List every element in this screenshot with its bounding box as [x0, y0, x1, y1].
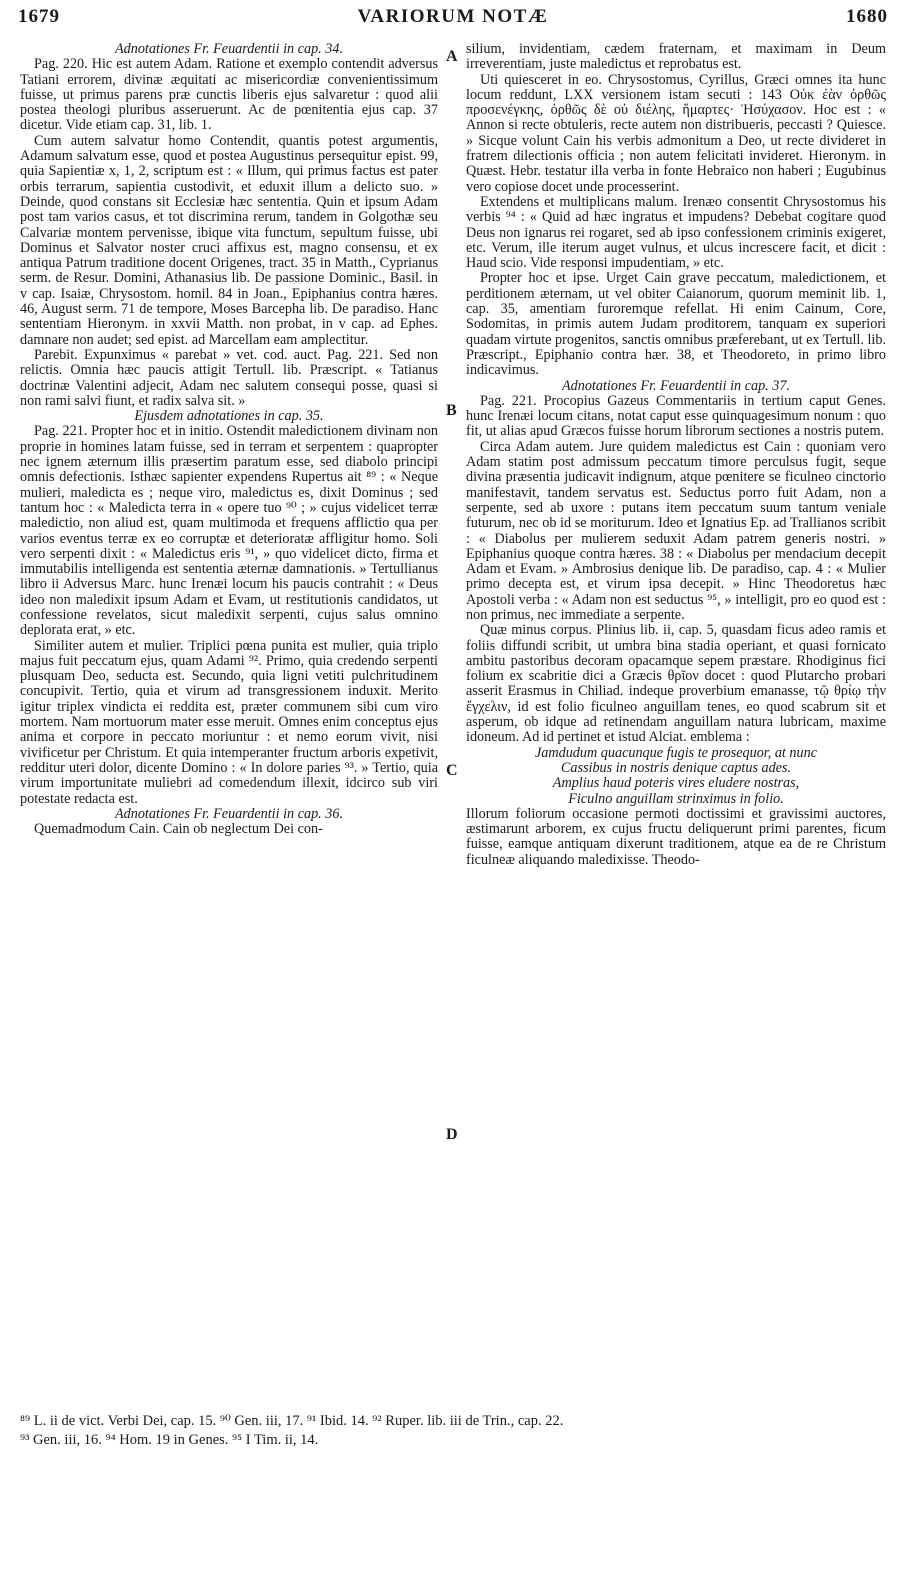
- footnote-line: ⁹³ Gen. iii, 16. ⁹⁴ Hom. 19 in Genes. ⁹⁵ I Tim. ii, 14.: [20, 1432, 319, 1448]
- running-title: VARIORUM NOTÆ: [357, 6, 549, 27]
- paragraph: Uti quiesceret in eo. Chrysostomus, Cyrillus, Græci omnes ita hunc locum reddunt, LXX versionem istam secuti : 143 Οὐκ ἐὰν ὀρθῶς προσενέγκης, ὀρθῶς δὲ οὐ διέλης, ἥμαρτες· Ἡσύχασον. Hoc est : « Annon si recte obtuleris, recte autem non distribueris, peccasti ? Quiesce. » Sicque volunt Cain his verbis admonitum a Deo, ut recte divideret in fratrem dilectionis officia ; non autem felicitati invideret. Hieronym. in Quæst. Hebr. testatur illa verba in fonte Hebraico non haberi ; Eugubinus vero copiose docet unde processerint.: [466, 71, 886, 195]
- paragraph: Pag. 220. Hic est autem Adam. Ratione et exemplo contendit adversus Tatiani errorem, divinæ æquitati ac misericordiæ convenientissimum fuisse, ut primus parens præ cunctis liberis ejus salvaretur : quod alii postea theologi pluribus asseruerunt. Ac de pœnitentia ejus cap. 37 dicetur. Vide etiam cap. 31, lib. 1.: [20, 56, 438, 134]
- verse-line: Jamdudum quacunque fugis te prosequor, at nunc: [534, 744, 817, 761]
- section-heading: Adnotationes Fr. Feuardentii in cap. 36.: [114, 805, 344, 822]
- page-header: [18, 6, 888, 32]
- paragraph: Circa Adam autem. Jure quidem maledictus est Cain : quoniam vero Adam statim post admissum peccatum timore perculsus fugit, seque divina præsentia judicavit indignum, atque pœnitere se ficulneo cinctorio manifestavit, tandem servatus est. Seductus porro fuit Adam, non a serpente, sed ab uxore : putans item peccatum suum tantum veniale futurum, nec ob id se moriturum. Ideo et Ignatius Ep. ad Trallianos scribit : « Diabolus per mulierem seduxit Adam patrem generis nostri. » Epiphanius quoque contra hæres. 38 : « Diabolus per mendacium decepit Adam et Evam. » Ambrosius denique lib. De paradiso, cap. 4 : « Mulier primo decepta est, et virum ipsa decepit. » Hinc Theodoretus hæc Apostoli verba : « Adam non est seductus ⁹⁵, » intelligit, pro eo quod est : non primus, nec immediate a serpente.: [466, 438, 886, 623]
- paragraph: Propter hoc et ipse. Urget Cain grave peccatum, maledictionem, et perditionem æternam, ut vel obiter Caianorum, quorum meminit lib. 1, cap. 35, amentiam furoremque refellat. Hi enim Cainum, Core, Sodomitas, in primis autem Judam proditorem, tanquam ex superiori quadam virtute progenitos, sanctis omnibus præferebant, ut ex Tertull. lib. Præscript., Epiphanio contra hær. 38, et Theodoreto, in primo libro indicavimus.: [466, 270, 886, 379]
- left-column: [20, 42, 438, 837]
- paragraph: Quemadmodum Cain. Cain ob neglectum Dei con-: [34, 821, 323, 838]
- footnote-line: ⁸⁹ L. ii de vict. Verbi Dei, cap. 15. ⁹⁰ Gen. iii, 17. ⁹¹ Ibid. 14. ⁹² Ruper. lib. iii de Trin., cap. 22.: [20, 1413, 564, 1429]
- section-marker-d: D: [446, 1126, 458, 1143]
- footnotes: [20, 1412, 886, 1450]
- paragraph: Pag. 221. Procopius Gazeus Commentariis in tertium caput Genes. hunc Irenæi locum citans, notat caput esse quinquagesimum nonum : quo fit, ut alias apud Græcos fuisse horum librorum sectiones a nostris putem.: [466, 392, 886, 440]
- right-column: [466, 42, 886, 868]
- section-marker-c: C: [446, 762, 458, 779]
- section-heading: Adnotationes Fr. Feuardentii in cap. 37.: [561, 377, 791, 394]
- paragraph: Quæ minus corpus. Plinius lib. ii, cap. 5, quasdam ficus adeo ramis et foliis diffundi scribit, ut umbra bina stadia operiant, et quasi fornicato ambitu pastoribus decoram opacamque sepem præstare. Rhodiginus fici folium ex scabritie dici a Græcis θρῖον docet : quod Plutarcho probari asserit Erasmus in Chiliad. indeque proverbium emanasse, τῷ θρίῳ τὴν ἔγχελιν, id est folio ficulneo anguillam tenes, eo quod scabrum sit et asperum, ob idque ad retinendam anguillam natura lubricam, maxime idoneum. Ad id pertinet et istud Alciat. emblema :: [466, 622, 886, 746]
- page-number-left: 1679: [18, 6, 60, 27]
- page-number-right: 1680: [846, 6, 888, 27]
- section-marker-a: A: [446, 48, 458, 65]
- section-heading: Adnotationes Fr. Feuardentii in cap. 34.: [114, 41, 344, 57]
- section-heading: Ejusdem adnotationes in cap. 35.: [134, 408, 324, 425]
- paragraph: Extendens et multiplicans malum. Irenæo consentit Chrysostomus his verbis ⁹⁴ : « Quid ad hæc ingratus et impudens? Debebat cogitare quod Deus non ignarus rei rogaret, sed ab ipso confessionem criminis exigeret, etc. Verum, ille iterum auget vulnus, et ulcus increscere facit, et dicit : Haud scio. Vide responsi impudentiam, » etc.: [466, 193, 886, 272]
- paragraph: Pag. 221. Propter hoc et in initio. Ostendit maledictionem divinam non proprie in homines latam fuisse, sed in terram et serpentem : quapropter nec ignem æternum illis præsertim paratum esse, sed diabolo principi omnis defectionis. Isthæc sapienter expendens Rupertus ait ⁸⁹ : « Neque mulieri, maledicta es ; neque viro, maledictus es, dixit Dominus ; sed tantum hoc : « Maledicta terra in « opere tuo ⁹⁰ ; » cujus videlicet terræ maledictio, non aliud est, quam multimoda et frequens afflictio qua per varios eventus terræ ex eo corruptæ et deterioratæ affligitur homo. Soli vero serpenti dixit : « Maledictus eris ⁹¹, » quo videlicet dicto, firma et immutabilis intelligenda est sententia æternæ damnationis. » Tertullianus libro ii Adversus Marc. hunc Irenæi locum his paucis contrahit : « Deus ideo non maledixit ipsum Adam et Evam, ut restitutionis candidatos, ut confessione revelatos, sicut maledixit serpenti, cujus salus omnino deplorata erat, » etc.: [20, 423, 438, 639]
- section-marker-b: B: [446, 402, 457, 419]
- verse-line: Cassibus in nostris denique captus ades.: [560, 759, 792, 776]
- paragraph: Parebit. Expunximus « parebat » vet. cod. auct. Pag. 221. Sed non relictis. Omnia hæc paucis attigit Tertull. lib. Præscript. « Tatianus doctrinæ Valentini adjecit, Adam nec salutem consequi posse, quasi si non rami salvi fiunt, et radix salva sit. »: [20, 346, 438, 409]
- paragraph: Cum autem salvatur homo Contendit, quantis potest argumentis, Adamum salvatum esse, quod et postea Augustinus persequitur epist. 99, quia Sapientiæ x, 1, 2, scriptum est : « Illum, qui primus factus est pater orbis terrarum, sapientia custodivit, et eduxit illum a delicto suo. » Deinde, quod constans sit Ecclesiæ hæc sententia. Quin et ipsum Adam post tam varios casus, et tot discrimina rerum, tandem in Golgothæ seu Calvariæ montem pervenisse, ibique vita functum, sepultum fuisse, ubi Dominus et Salvator noster cruci affixus est, magno consensu, et ex antiqua Patrum traditione docent Origenes, tract. 35 in Matth., Cyprianus serm. de Resur. Domini, Athanasius lib. De passione Dominic., Basil. in v cap. Isaiæ, Chrysostom. homil. 84 in Joan., Epiphanius contra hæres. 46, August serm. 71 de tempore, Moses Barcepha lib. De paradiso. Hanc sententiam Hieronym. in xxvii Matth. non probat, in v cap. ad Ephes. damnare non audet; sed epist. ad Marcellam eam amplectitur.: [20, 132, 438, 348]
- verse-line: Amplius haud poteris vires eludere nostras,: [552, 775, 800, 792]
- paragraph: Similiter autem et mulier. Triplici pœna punita est mulier, quia triplo majus fuit peccatum ejus, quam Adami ⁹². Primo, quia credendo serpenti plusquam Deo, seducta est. Secundo, quia ligni vetiti pulchritudinem concupivit. Tertio, quia et virum ad transgressionem induxit. Merito igitur triplex vindicta ei reddita est, præter communem sibi cum viro mortem. Nam mortuorum mater esse meruit. Omnes enim conceptus ejus anima et corpore in peccato moriuntur : et nemo eorum vivit, nisi vivificetur per Christum. Et quia intemperanter fructum arboris expetivit, redditur uteri dolor, dicente Domino : « In dolore paries ⁹³. » Tertio, quia virum importunitate muliebri ad comedendum illexit, idcirco sub viri potestate redacta est.: [20, 637, 438, 807]
- paragraph-continuation: Illorum foliorum occasione permoti doctissimi et gravissimi auctores, æstimarunt arborem, ex cujus fructu deliquerunt primi parentes, ficum fuisse, eamque antiquam dixerunt traditionem, atque ea de re Christum ficulneæ aliquando maledixisse. Theodo-: [466, 805, 886, 868]
- verse-line: Ficulno anguillam strinximus in folio.: [568, 790, 784, 807]
- paragraph-continuation: silium, invidentiam, cædem fraternam, et maximam in Deum irreverentiam, juste maledictus et reprobatus est.: [466, 41, 886, 73]
